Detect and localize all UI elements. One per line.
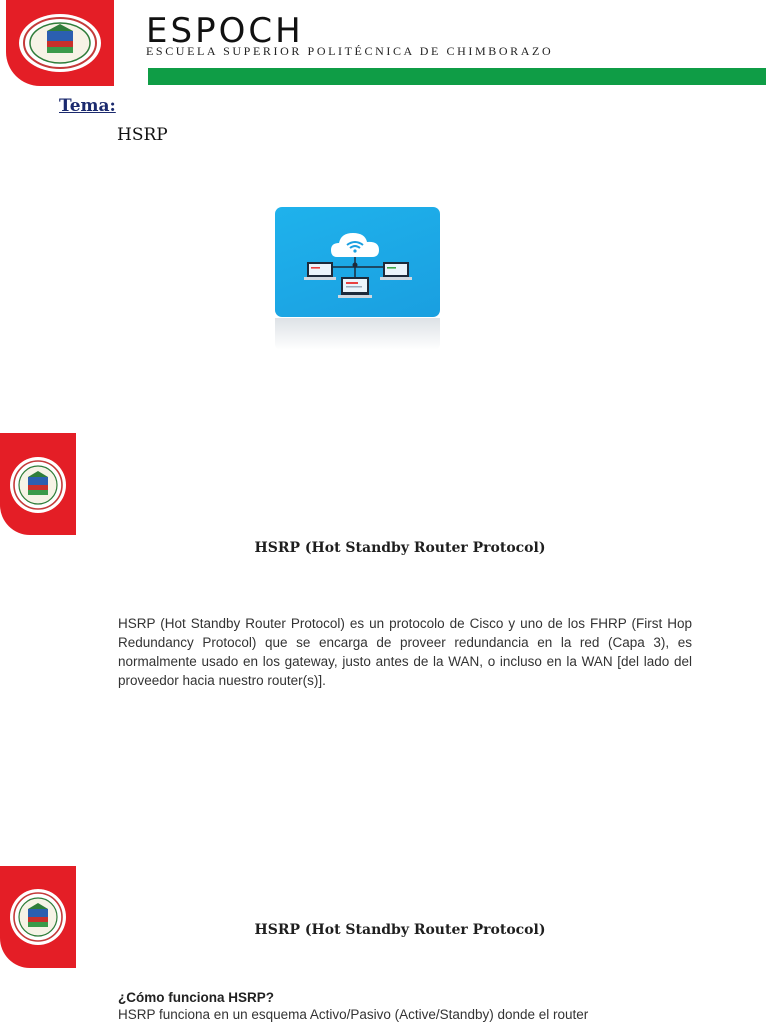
- brand-subtitle: ESCUELA SUPERIOR POLITÉCNICA DE CHIMBORAZO: [146, 44, 554, 58]
- topic-value: HSRP: [117, 125, 168, 145]
- university-seal-icon: [17, 12, 103, 74]
- cloud-wifi-icon: [331, 233, 379, 257]
- network-illustration: [275, 207, 440, 317]
- brand-title: ESPOCH: [146, 11, 304, 51]
- section-body: HSRP (Hot Standby Router Protocol) es un protocolo de Cisco y uno de los FHRP (First Hop Redundancy Protocol) que se encarga de proveer redundancia en la red (Capa 3), es normalmente usado en los gateway, justo antes de la WAN, o incluso en la WAN [del lado del proveedor hacia nuestro router(s)].: [118, 616, 692, 688]
- illustration-reflection: [275, 318, 440, 350]
- laptop-icon: [304, 262, 336, 280]
- university-seal-icon: [9, 456, 67, 514]
- monitor-icon: [338, 277, 372, 298]
- section-title: HSRP (Hot Standby Router Protocol): [254, 922, 546, 938]
- section-body: HSRP funciona en un esquema Activo/Pasivo (Active/Standby) donde el router: [118, 1007, 589, 1022]
- section-title: HSRP (Hot Standby Router Protocol): [254, 540, 546, 556]
- section-question: ¿Cómo funciona HSRP?: [118, 990, 274, 1005]
- topic-label: Tema:: [59, 96, 116, 116]
- header-green-bar: [148, 68, 766, 85]
- laptop-icon: [380, 262, 412, 280]
